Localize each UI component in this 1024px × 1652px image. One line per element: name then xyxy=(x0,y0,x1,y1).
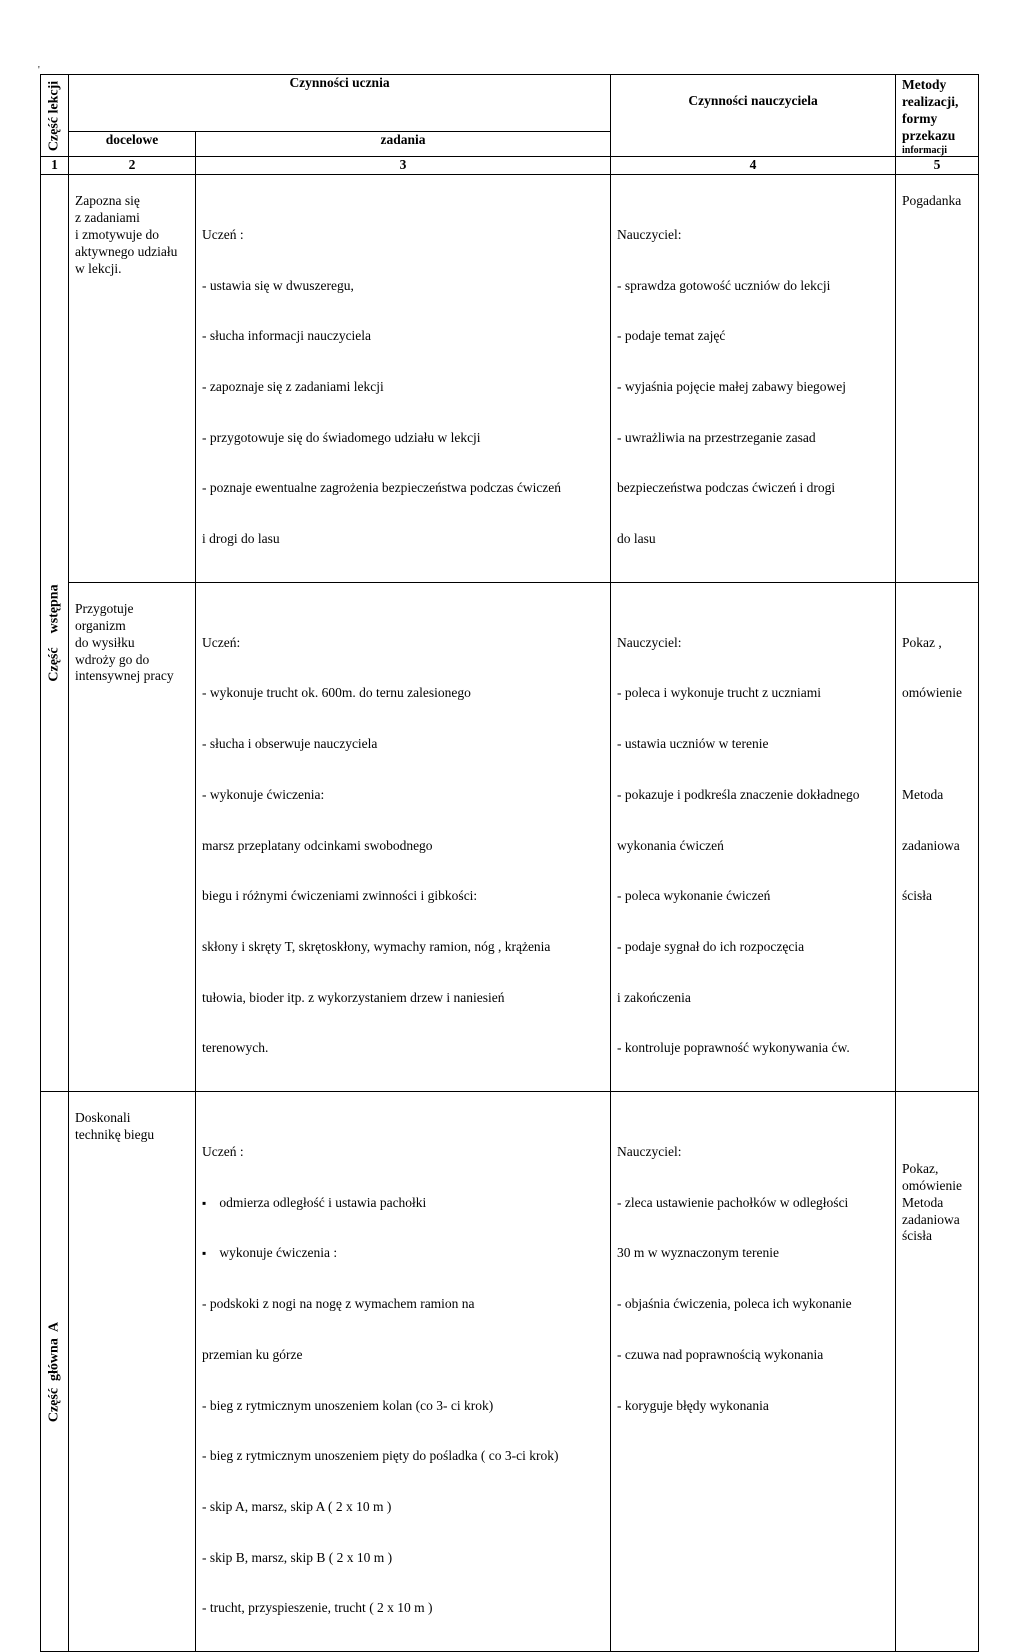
teacher-line: do lasu xyxy=(617,531,656,547)
task-line: - bieg z rytmicznym unoszeniem pięty do pośladka ( co 3-ci krok) xyxy=(202,1448,559,1464)
goal-line: z zadaniami xyxy=(75,209,140,225)
goal-line: intensywnej pracy xyxy=(75,668,174,684)
teacher-line: - kontroluje poprawność wykonywania ćw. xyxy=(617,1040,850,1056)
teacher-line: - poleca i wykonuje trucht z uczniami xyxy=(617,685,821,701)
method-line: ścisła xyxy=(902,888,933,904)
column-number: 4 xyxy=(611,157,896,175)
column-number: 2 xyxy=(69,157,196,175)
method-line: ścisła xyxy=(902,1228,933,1244)
method-line xyxy=(902,736,974,753)
methods-cell xyxy=(896,582,979,1091)
task-line: - słucha informacji nauczyciela xyxy=(202,328,372,344)
goal-line: aktywnego udziału xyxy=(75,243,178,259)
method-line: Pokaz , xyxy=(902,634,942,650)
task-line: terenowych. xyxy=(202,1040,269,1056)
task-line: - trucht, przyspieszenie, trucht ( 2 x 10 m ) xyxy=(202,1600,433,1616)
method-line xyxy=(902,1127,974,1144)
goal-line: organizm xyxy=(75,617,126,633)
methods-cell xyxy=(896,1092,979,1652)
teacher-line: Nauczyciel: xyxy=(617,226,682,242)
method-line xyxy=(902,1110,974,1127)
column-number: 1 xyxy=(41,157,69,175)
teacher-line: Nauczyciel: xyxy=(617,634,682,650)
task-line: marsz przeplatany odcinkami swobodnego xyxy=(202,837,433,853)
goals-cell xyxy=(69,1092,196,1652)
teacher-line: - wyjaśnia pojęcie małej zabawy biegowej xyxy=(617,378,847,394)
task-line: biegu i różnymi ćwiczeniami zwinności i gibkości: xyxy=(202,888,478,904)
task-line: Uczeń: xyxy=(202,634,241,650)
goal-line: wdroży go do xyxy=(75,651,150,667)
methods-header-line: formy xyxy=(902,110,938,126)
goals-cell xyxy=(69,582,196,1091)
teacher-line: - koryguje błędy wykonania xyxy=(617,1397,769,1413)
lesson-plan-table xyxy=(40,74,979,1652)
method-line xyxy=(902,1144,974,1161)
method-line: Pogadanka xyxy=(902,193,962,208)
column-number: 3 xyxy=(196,157,611,175)
task-line: - poznaje ewentualne zagrożenia bezpieczeństwa podczas ćwiczeń xyxy=(202,480,562,496)
teacher-line: 30 m w wyznaczonym terenie xyxy=(617,1245,779,1261)
header-row xyxy=(41,75,979,132)
task-line: - słucha i obserwuje nauczyciela xyxy=(202,736,378,752)
task-line: - podskoki z nogi na nogę z wymachem ramion na xyxy=(202,1296,475,1312)
goal-line: Zapozna się xyxy=(75,193,140,208)
teacher-line: - pokazuje i podkreśla znaczenie dokładnego xyxy=(617,786,860,802)
task-line: tułowia, bioder itp. z wykorzystaniem drzew i naniesień xyxy=(202,989,505,1005)
teacher-line: - ustawia uczniów w terenie xyxy=(617,736,769,752)
section-label-cell xyxy=(41,175,69,1092)
teacher-line: - czuwa nad poprawnością wykonania xyxy=(617,1346,824,1362)
teacher-cell xyxy=(611,582,896,1091)
goals-cell xyxy=(69,175,196,583)
goals-header: docelowe xyxy=(69,132,196,157)
teacher-line: - poleca wykonanie ćwiczeń xyxy=(617,888,771,904)
task-line: - wykonuje ćwiczenia: xyxy=(202,786,325,802)
goal-line: do wysiłku xyxy=(75,634,135,650)
page-marker: ' xyxy=(38,65,40,76)
methods-header-line: realizacji, xyxy=(902,93,959,109)
methods-header xyxy=(896,75,979,157)
goal-line: w lekcji. xyxy=(75,260,122,276)
table-row xyxy=(41,1092,979,1652)
task-line: Uczeń : xyxy=(202,226,244,242)
teacher-line: - zleca ustawienie pachołków w odległości xyxy=(617,1194,849,1210)
teacher-line: - sprawdza gotowość uczniów do lekcji xyxy=(617,277,831,293)
method-line: zadaniowa xyxy=(902,1211,960,1227)
column-number: 5 xyxy=(896,157,979,175)
method-line: Metoda xyxy=(902,786,944,802)
teacher-line: Nauczyciel: xyxy=(617,1143,682,1159)
task-line: ▪ odmierza odległość i ustawia pachołki xyxy=(202,1195,606,1212)
task-line: ▪ wykonuje ćwiczenia : xyxy=(202,1245,606,1262)
student-activities-header: Czynności ucznia xyxy=(69,75,611,132)
tasks-header: zadania xyxy=(196,132,611,157)
method-line: Metoda xyxy=(902,1194,944,1210)
goal-line: Przygotuje xyxy=(75,600,134,616)
column-number-row xyxy=(41,157,979,175)
task-line: - skip A, marsz, skip A ( 2 x 10 m ) xyxy=(202,1498,392,1514)
methods-header-line: przekazu xyxy=(902,127,956,143)
teacher-line: - podaje temat zajęć xyxy=(617,328,726,344)
task-line: - zapoznaje się z zadaniami lekcji xyxy=(202,378,384,394)
tasks-cell xyxy=(196,1092,611,1652)
methods-header-line: Metody xyxy=(902,77,947,92)
section-label: Część główna A xyxy=(46,1321,62,1422)
task-line: Uczeń : xyxy=(202,1143,244,1159)
teacher-line: i zakończenia xyxy=(617,989,691,1005)
tasks-cell xyxy=(196,175,611,583)
goal-line: technikę biegu xyxy=(75,1127,155,1143)
part-header: Część lekcji xyxy=(46,80,62,151)
task-line: - skip B, marsz, skip B ( 2 x 10 m ) xyxy=(202,1549,393,1565)
section-label: Część wstępna xyxy=(46,584,62,682)
task-line: - przygotowuje się do świadomego udziału w lekcji xyxy=(202,429,481,445)
task-line: - bieg z rytmicznym unoszeniem kolan (co 3- ci krok) xyxy=(202,1397,494,1413)
teacher-line: - uwrażliwia na przestrzeganie zasad xyxy=(617,429,816,445)
table-row xyxy=(41,175,979,583)
teacher-line: - objaśnia ćwiczenia, poleca ich wykonanie xyxy=(617,1296,852,1312)
goal-line: i zmotywuje do xyxy=(75,226,159,242)
teacher-activities-header: Czynności nauczyciela xyxy=(611,75,896,157)
method-line: omówienie xyxy=(902,1177,963,1193)
part-header-cell xyxy=(41,75,69,157)
task-line: skłony i skręty T, skrętoskłony, wymachy ramion, nóg , krążenia xyxy=(202,938,551,954)
goal-line: Doskonali xyxy=(75,1110,131,1126)
teacher-cell xyxy=(611,175,896,583)
teacher-cell xyxy=(611,1092,896,1652)
method-line: zadaniowa xyxy=(902,837,960,853)
section-label-cell xyxy=(41,1092,69,1652)
teacher-line: - podaje sygnał do ich rozpoczęcia xyxy=(617,938,805,954)
tasks-cell xyxy=(196,582,611,1091)
task-line: przemian ku górze xyxy=(202,1346,303,1362)
task-line: i drogi do lasu xyxy=(202,531,280,547)
methods-header-small: informacji xyxy=(902,144,948,156)
teacher-line: bezpieczeństwa podczas ćwiczeń i drogi xyxy=(617,480,836,496)
method-line: Pokaz, xyxy=(902,1160,939,1176)
table-row xyxy=(41,582,979,1091)
method-line: omówienie xyxy=(902,685,963,701)
task-line: - wykonuje trucht ok. 600m. do ternu zalesionego xyxy=(202,685,471,701)
task-line: - ustawia się w dwuszeregu, xyxy=(202,277,354,293)
teacher-line: wykonania ćwiczeń xyxy=(617,837,724,853)
methods-cell xyxy=(896,175,979,583)
